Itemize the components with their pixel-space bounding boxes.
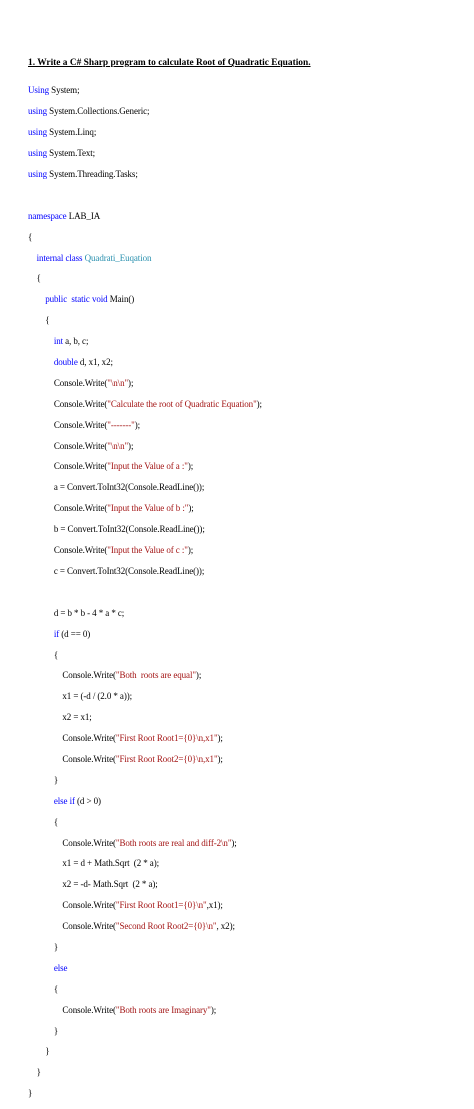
code-text: ); (217, 753, 223, 764)
code-text: c = Convert.ToInt32(Console.ReadLine()); (53, 565, 205, 576)
code-line (28, 482, 262, 492)
string-literal: "Both roots are Imaginary" (115, 1004, 211, 1015)
string-literal: "First Root Root1={0}\n" (115, 900, 207, 911)
code-line (28, 315, 262, 325)
code-line (28, 858, 262, 868)
keyword-if: if (69, 795, 75, 806)
code-text: Console.Write( (62, 670, 116, 681)
code-text: a, b, c; (63, 336, 89, 347)
code-text: ,x1); (206, 900, 223, 911)
code-text: ); (187, 461, 194, 472)
code-text: Console.Write( (62, 753, 116, 764)
code-line (28, 253, 262, 263)
keyword-else: else (53, 795, 68, 806)
code-line (28, 503, 262, 513)
code-text: , x2); (216, 921, 235, 932)
code-text: Console.Write( (62, 733, 116, 744)
brace: } (28, 1088, 33, 1099)
code-text: System.Text; (47, 148, 96, 159)
code-line (28, 670, 262, 680)
code-line (28, 838, 262, 848)
brace: { (53, 816, 59, 827)
code-text: Console.Write( (62, 900, 116, 911)
code-line (28, 1046, 262, 1056)
code-text: Console.Write( (53, 461, 108, 472)
code-text: (d > 0) (74, 795, 101, 806)
code-text: Console.Write( (53, 440, 108, 451)
code-text: Console.Write( (53, 398, 108, 409)
code-line (28, 775, 262, 785)
code-text: Main() (107, 294, 135, 305)
blank-line (28, 190, 262, 200)
code-text: d = b * b - 4 * a * c; (53, 607, 125, 618)
brace: { (53, 983, 59, 994)
code-line (28, 441, 262, 451)
code-line (28, 1067, 262, 1077)
code-text: Console.Write( (62, 1004, 116, 1015)
code-line (28, 900, 262, 910)
brace: } (53, 941, 59, 952)
code-text: Console.Write( (53, 545, 108, 556)
code-text: b = Convert.ToInt32(Console.ReadLine()); (53, 524, 205, 535)
code-line (28, 524, 262, 534)
keyword-int: int (53, 336, 64, 347)
code-line (28, 420, 262, 430)
code-line (28, 566, 262, 576)
code-text: LAB_IA (66, 210, 101, 221)
code-text: ); (188, 503, 194, 514)
code-line (28, 984, 262, 994)
code-line (28, 399, 262, 409)
code-line (28, 963, 262, 973)
code-line (28, 1026, 262, 1036)
code-text: System.Collections.Generic; (47, 106, 150, 117)
code-line (28, 294, 262, 304)
code-text: a = Convert.ToInt32(Console.ReadLine()); (53, 482, 205, 493)
code-text: d, x1, x2; (77, 357, 113, 368)
code-line (28, 942, 262, 952)
code-text: x2 = x1; (62, 712, 92, 723)
code-text: ); (195, 670, 202, 681)
code-line (28, 273, 262, 283)
keyword-using: using (28, 148, 48, 159)
brace: { (28, 231, 33, 242)
code-text: ); (128, 377, 134, 388)
keyword-double: double (53, 357, 78, 368)
code-line (28, 921, 262, 931)
code-line (28, 127, 262, 137)
keyword-internal: internal (36, 252, 64, 263)
code-line (28, 461, 262, 471)
code-text: Console.Write( (53, 377, 108, 388)
string-literal: "Both roots are equal" (115, 670, 196, 681)
brace: { (53, 649, 59, 660)
keyword-using: using (28, 106, 48, 117)
string-literal: "\n\n" (107, 440, 129, 451)
code-line (28, 629, 262, 639)
code-text: x1 = (-d / (2.0 * a)); (62, 691, 133, 702)
code-line (28, 1088, 262, 1098)
string-literal: "-------" (107, 419, 135, 430)
code-line (28, 650, 262, 660)
code-text: ); (187, 545, 194, 556)
keyword-void: void (91, 294, 108, 305)
keyword-else: else (53, 962, 68, 973)
class-name: Quadrati_Euqation (84, 252, 152, 263)
brace: } (36, 1067, 41, 1078)
brace: { (45, 315, 50, 326)
code-line (28, 733, 262, 743)
string-literal: "Calculate the root of Quadratic Equation" (107, 398, 257, 409)
code-line (28, 85, 262, 95)
code-text: System.Linq; (47, 127, 97, 138)
string-literal: "Both roots are real and diff-2\n" (115, 837, 232, 848)
code-line (28, 211, 262, 221)
keyword-using: using (28, 127, 48, 138)
code-line (28, 754, 262, 764)
code-line (28, 545, 262, 555)
code-text: ); (231, 837, 237, 848)
string-literal: "Input the Value of a :" (107, 461, 188, 472)
code-line (28, 336, 262, 346)
code-line (28, 691, 262, 701)
code-line (28, 879, 262, 889)
string-literal: "Second Root Root2={0}\n" (115, 921, 217, 932)
code-text: Console.Write( (53, 419, 108, 430)
code-line (28, 378, 262, 388)
code-line (28, 169, 262, 179)
code-line (28, 148, 262, 158)
code-line (28, 608, 262, 618)
code-text: System; (49, 85, 80, 96)
string-literal: "Input the Value of c :" (107, 545, 188, 556)
code-line (28, 232, 262, 242)
brace: { (36, 273, 41, 284)
code-text: Console.Write( (62, 921, 116, 932)
code-text: ); (256, 398, 262, 409)
brace: } (45, 1046, 50, 1057)
code-block (28, 75, 262, 1109)
page-heading: 1. Write a C# Sharp program to calculate Root of Quadratic Equation. (28, 58, 311, 68)
blank-line (28, 587, 262, 597)
code-line (28, 712, 262, 722)
string-literal: "First Root Root1={0}\n,x1" (115, 733, 218, 744)
code-line (28, 1005, 262, 1015)
keyword-namespace: namespace (28, 210, 67, 221)
code-text: (d == 0) (61, 628, 91, 639)
code-text: ); (217, 733, 223, 744)
code-text: ); (128, 440, 134, 451)
string-literal: "\n\n" (107, 377, 129, 388)
code-text: x1 = d + Math.Sqrt (2 * a); (62, 858, 159, 869)
code-line (28, 106, 262, 116)
keyword-using: using (28, 169, 48, 180)
brace: } (53, 774, 59, 785)
brace: } (53, 1025, 59, 1036)
keyword-public: public (45, 294, 68, 305)
code-text: ); (134, 419, 141, 430)
code-text: Console.Write( (53, 503, 108, 514)
code-text: ); (210, 1004, 217, 1015)
code-text: x2 = -d- Math.Sqrt (2 * a); (62, 879, 158, 890)
keyword-class: class (65, 252, 83, 263)
code-text: Console.Write( (62, 837, 116, 848)
keyword-using: Using (28, 85, 50, 96)
code-line (28, 357, 262, 367)
code-line (28, 796, 262, 806)
code-line (28, 817, 262, 827)
string-literal: "First Root Root2={0}\n,x1" (115, 753, 218, 764)
keyword-static: static (71, 294, 90, 305)
code-text: System.Threading.Tasks; (47, 169, 138, 180)
keyword-if: if (53, 628, 60, 639)
string-literal: "Input the Value of b :" (107, 503, 189, 514)
